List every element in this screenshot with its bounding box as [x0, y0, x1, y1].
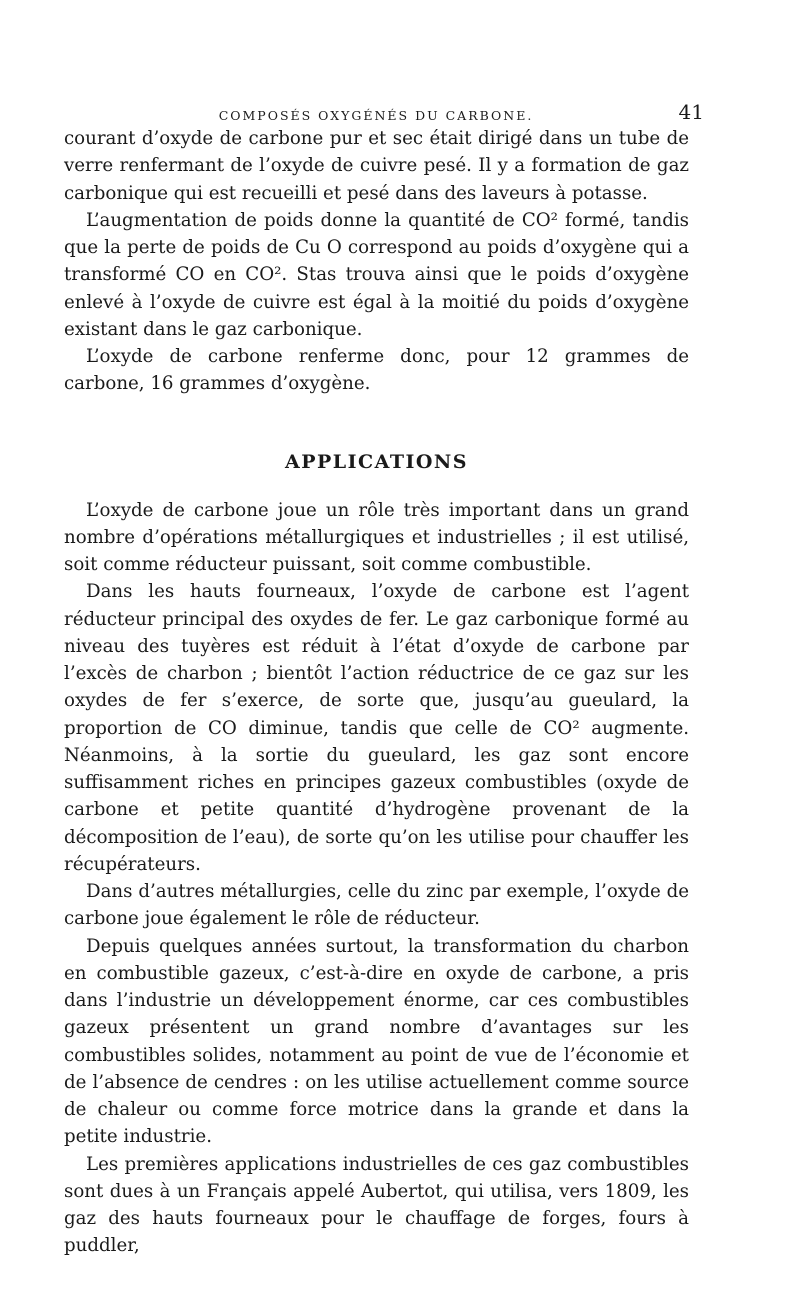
paragraph-gaseous-fuels: Depuis quelques années surtout, la transformation du charbon en combustible gazeux, c’est-à-dire en oxyde de carbone, a pris dans l’industrie un développement énorme, car ces combustibles gazeux présentent un grand nombre d’avantages sur les combustibles solides, notamment au point de vue de l’économie et de l’absence de cendres : on les utilise actuellement comme source de chaleur ou comme force motrice dans la grande et dans la petite industrie. [64, 935, 689, 1148]
page-body [64, 125, 689, 1260]
page-number: 41 [678, 100, 704, 124]
paragraph-weight-measure: L’augmentation de poids donne la quantité de CO² formé, tandis que la perte de poids de Cu O correspond au poids d’oxygène qui a transformé CO en CO². Stas trouva ainsi que le poids d’oxygène enlevé à l’oxyde de cuivre est égal à la moitié du poids d’oxygène existant dans le gaz carbonique. [64, 209, 689, 340]
paragraph-composition: L’oxyde de carbone renferme donc, pour 12 grammes de carbone, 16 grammes d’oxygène. [64, 346, 689, 395]
section-heading: APPLICATIONS [284, 450, 469, 473]
paragraph-continued: courant d’oxyde de carbone pur et sec était dirigé dans un tube de verre renfermant de l’oxyde de cuivre pesé. Il y a formation de gaz carbonique qui est recueilli et pesé dans des laveurs à potasse. [64, 128, 689, 204]
running-title: COMPOSÉS OXYGÉNÉS DU CARBONE. [218, 108, 534, 123]
paragraph-blast-furnace: Dans les hauts fourneaux, l’oxyde de carbone est l’agent réducteur principal des oxydes de fer. Le gaz carbonique formé au niveau des tuyères est réduit à l’état d’oxyde de carbone par l’excès de charbon ; bientôt l’action réductrice de ce gaz sur les oxydes de fer s’exerce, de sorte que, jusqu’au gueulard, la proportion de CO diminue, tandis que celle de CO² augmente. Néanmoins, à la sortie du gueulard, les gaz sont encore suffisamment riches en principes gazeux combustibles (oxyde de carbone et petite quantité d’hydrogène provenant de la décomposition de l’eau), de sorte qu’on les utilise pour chauffer les récupérateurs. [64, 581, 689, 875]
running-head [60, 100, 704, 124]
paragraph-applications-intro: L’oxyde de carbone joue un rôle très important dans un grand nombre d’opérations métallurgiques et industrielles ; il est utilisé, soit comme réducteur puissant, soit comme combustible. [64, 499, 689, 575]
paragraph-first-applications: Les premières applications industrielles de ces gaz combustibles sont dues à un Français appelé Aubertot, qui utilisa, vers 1809, les gaz des hauts fourneaux pour le chauffage de forges, fours à puddler, [64, 1153, 689, 1257]
paragraph-zinc-metallurgy: Dans d’autres métallurgies, celle du zinc par exemple, l’oxyde de carbone joue également le rôle de réducteur. [64, 881, 689, 930]
